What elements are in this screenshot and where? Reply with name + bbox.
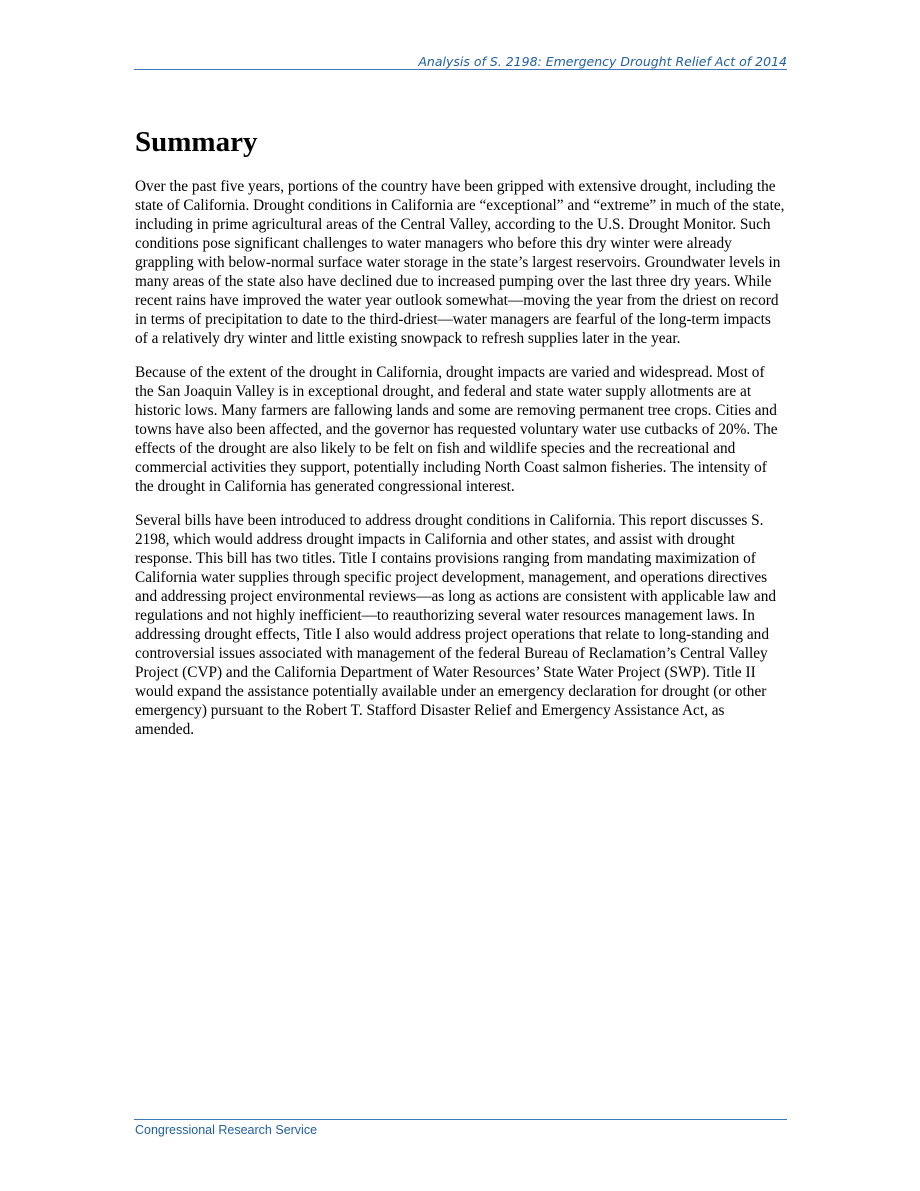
running-header: Analysis of S. 2198: Emergency Drought Relief Act of 2014 <box>418 54 787 69</box>
summary-paragraph: Over the past five years, portions of the country have been gripped with extensive drought, including the state of California. Drought conditions in California are “exceptional” and “extreme” in much of the state, including in prime agricultural areas of the Central Valley, according to the U.S. Drought Monitor. Such conditions pose significant challenges to water managers who before this dry winter were already grappling with below-normal surface water storage in the state’s largest reservoirs. Groundwater levels in many areas of the state also have declined due to increased pumping over the last three dry years. While recent rains have improved the water year outlook somewhat—moving the year from the driest on record in terms of precipitation to date to the third-driest—water managers are fearful of the long-term impacts of a relatively dry winter and little existing snowpack to refresh supplies later in the year. <box>135 178 785 347</box>
header-divider <box>134 69 787 70</box>
summary-paragraph: Because of the extent of the drought in California, drought impacts are varied and widespread. Most of the San Joaquin Valley is in exceptional drought, and federal and state water supply allotments are at historic lows. Many farmers are fallowing lands and some are removing permanent tree crops. Cities and towns have also been affected, and the governor has requested voluntary water use cutbacks of 20%. The effects of the drought are also likely to be felt on fish and wildlife species and the recreational and commercial activities they support, potentially including North Coast salmon fisheries. The intensity of the drought in California has generated congressional interest. <box>135 364 778 495</box>
summary-paragraph: Several bills have been introduced to address drought conditions in California. This report discusses S. 2198, which would address drought impacts in California and other states, and assist with drought response. This bill has two titles. Title I contains provisions ranging from mandating maximization of California water supplies through specific project development, management, and operations directives and addressing project environmental reviews—as long as actions are consistent with applicable law and regulations and not highly inefficient—to reauthorizing several water resources management laws. In addressing drought effects, Title I also would address project operations that relate to long-standing and controversial issues associated with management of the federal Bureau of Reclamation’s Central Valley Project (CVP) and the California Department of Water Resources’ State Water Project (SWP). Title II would expand the assistance potentially available under an emergency declaration for drought (or other emergency) pursuant to the Robert T. Stafford Disaster Relief and Emergency Assistance Act, as amended. <box>135 512 776 738</box>
summary-body <box>135 177 786 754</box>
running-footer: Congressional Research Service <box>135 1123 318 1137</box>
page-title: Summary <box>135 126 258 158</box>
footer-divider <box>134 1119 787 1120</box>
